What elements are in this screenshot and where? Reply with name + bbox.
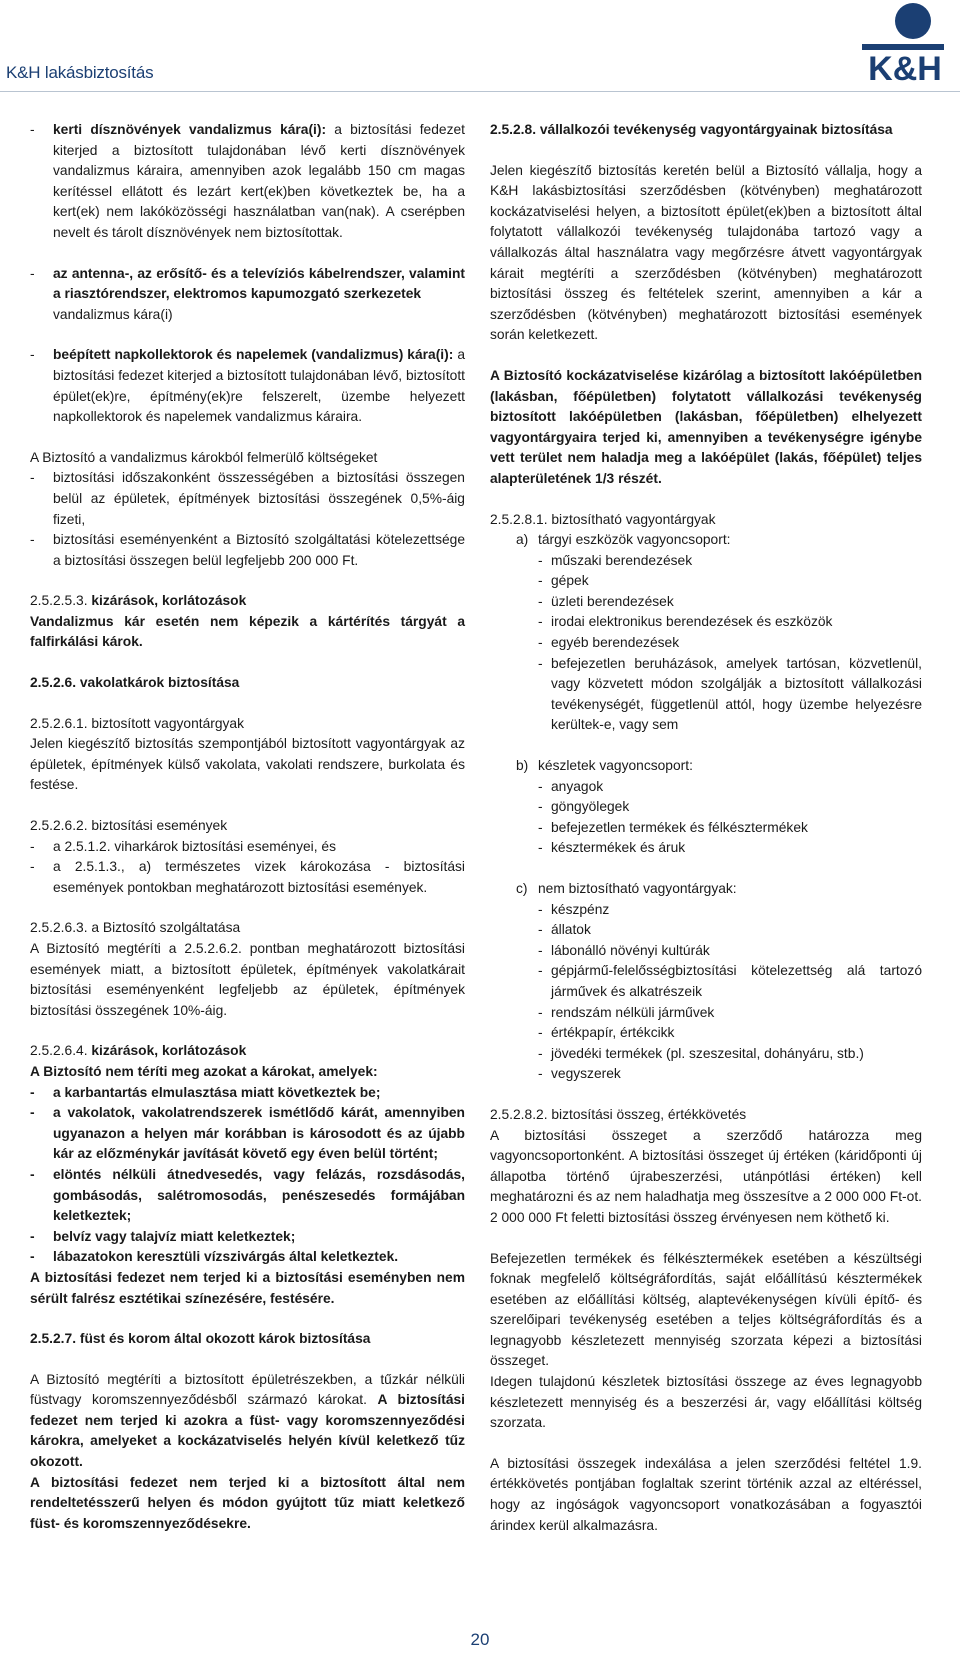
vandalism-garden-item [30, 120, 465, 244]
section-25263-heading: 2.5.2.6.3. a Biztosító szolgáltatása [30, 920, 241, 936]
section-25262-heading: 2.5.2.6.2. biztosítási események [30, 818, 228, 834]
kh-logo-text: K&H [868, 50, 942, 86]
section-25264-heading: 2.5.2.6.4. kizárások, korlátozások [30, 1043, 247, 1059]
section-25264-intro: A Biztosító nem téríti meg azokat a károkat, amelyek: [30, 1063, 378, 1079]
antenna-bold: az antenna-, az erősítő- és a televíziós kábelrendszer, valamint a riasztórendszer, elektromos kapumozgató szerkezetek [53, 265, 465, 302]
section-25261-heading: 2.5.2.6.1. biztosított vagyontárgyak [30, 715, 244, 731]
exclusion-item: - a karbantartás elmulasztása miatt következtek be; [30, 1084, 381, 1100]
list-item: - befejezetlen termékek és félkésztermékek [538, 819, 808, 835]
vandalism-antenna-item [30, 264, 465, 326]
section-25282-p4: A biztosítási összegek indexálása a jelen szerződési feltétel 1.9. értékkövetés pontjában foglaltak szerint történik azzal az eltéréssel, hogy az ingóságok vagyoncsoport vonatkozásában a fogyasztói árindex kerül alkalmazásra. [490, 1455, 922, 1533]
list-item: - készpénz [538, 901, 610, 917]
antenna-text: vandalizmus kára(i) [53, 306, 173, 322]
garden-text: a biztosítási fedezet kiterjed a biztosított tulajdonában lévő kerti dísznövények vandalizmus káraira, amennyiben azok legalább 150 cm magas kerítéssel ellátott és lezárt kert(ek)ben következtek be, ha a kert(ek) nem lakóközösségi használatban van(nak). A cserépben nevelt és tárolt dísznövények nem biztosítottak. [53, 122, 465, 240]
section-25262-item: - a 2.5.1.2. viharkárok biztosítási eseményei, és [30, 838, 336, 854]
dash: - [30, 265, 35, 281]
list-item: - vegyszerek [538, 1066, 621, 1082]
section-2527-bold: A biztosítási fedezet nem terjed ki a biztosított által nem rendeltetésszerű helyen és módon gyújtott tűz miatt keletkező füst- és koromszennyeződésekre. [30, 1474, 465, 1531]
list-item: - értékpapír, értékcikk [538, 1025, 675, 1041]
section-25264-outro: A biztosítási fedezet nem terjed ki a biztosítási eseményben nem sérült falrész esztétikai színezésére, festésére. [30, 1269, 465, 1306]
list-item: - üzleti berendezések [538, 593, 674, 609]
header-divider [0, 91, 960, 92]
exclusion-item: - belvíz vagy talajvíz miatt keletkeztek; [30, 1228, 296, 1244]
exclusion-item: - lábazatokon keresztüli vízszivárgás által keletkeztek. [30, 1249, 399, 1265]
section-25263-text: A Biztosító megtéríti a 2.5.2.6.2. pontban meghatározott biztosítási események miatt, a biztosított épületek, építmények vakolatkárait biztosítási eseményenként legfeljebb az épületek, építmények biztosítási összegének 10%-áig. [30, 941, 465, 1018]
costs-intro: A Biztosító a vandalizmus károkból felmerülő költségeket [30, 449, 378, 465]
section-2526-heading: 2.5.2.6. vakolatkárok biztosítása [30, 675, 240, 691]
section-2528-heading: 2.5.2.8. vállalkozói tevékenység vagyontárgyainak biztosítása [490, 122, 893, 137]
section-25281-heading: 2.5.2.8.1. biztosítható vagyontárgyak [490, 511, 716, 527]
group-a: a) tárgyi eszközök vagyoncsoport: [516, 532, 731, 548]
section-25282-heading: 2.5.2.8.2. biztosítási összeg, értékkövetés [490, 1106, 747, 1122]
costs-item-2: - biztosítási eseményenként a Biztosító szolgáltatási kötelezettsége a biztosítási összegen belül legfeljebb 200 000 Ft. [30, 532, 465, 568]
section-2553-text: Vandalizmus kár esetén nem képezik a kártérítés tárgyát a falfirkálási károk. [30, 613, 465, 650]
right-column [490, 120, 922, 1536]
list-item: - műszaki berendezések [538, 552, 693, 568]
group-c-list [490, 900, 922, 1085]
list-item: - befejezetlen beruházások, amelyek tartósan, közvetlenül, vagy közvetett módon szolgálják a biztosított vállalkozási tevékenységét, függetlenül attól, hogy üzembe helyezésre kerültek-e, vagy sem [538, 655, 922, 733]
left-column [30, 120, 465, 1534]
dash: - [30, 122, 35, 137]
list-item: - anyagok [538, 778, 604, 794]
vandalism-solar-item [30, 345, 465, 427]
page-header [0, 0, 960, 90]
kh-logo [848, 0, 958, 86]
group-a-list [490, 551, 922, 736]
exclusion-item: - elöntés nélküli átnedvesedés, vagy felázás, rozsdásodás, gombásodás, salétromosodás, penészesedés formájában keletkeztek; [30, 1166, 465, 1224]
section-2553-heading: 2.5.2.5.3. kizárások, korlátozások [30, 593, 247, 609]
solar-text: a biztosítási fedezet kiterjed a biztosított tulajdonában lévő, biztosított épület(ek)re, építmény(ek)re felszerelt, üzembe helyezett napkollektorok és napelemek vandalizmus káraira. [53, 347, 465, 425]
kh-logo-icon [848, 0, 958, 86]
solar-bold: beépített napkollektorok és napelemek (vandalizmus) kára(i): [53, 347, 454, 363]
list-item: - jövedéki termékek (pl. szeszesital, dohányáru, stb.) [538, 1045, 864, 1061]
list-item: - késztermékek és áruk [538, 840, 686, 856]
section-2527-heading: 2.5.2.7. füst és korom által okozott károk biztosítása [30, 1331, 371, 1347]
list-item: - egyéb berendezések [538, 635, 680, 651]
section-25261-text: Jelen kiegészítő biztosítás szempontjából biztosított vagyontárgyak az épületek, építmények külső vakolata, vakolati rendszere, burkolata és festése. [30, 736, 465, 793]
section-2527-text: A Biztosító megtéríti a biztosított épületrészekben, a tűzkár nélküli füstvagy koromszennyeződésből származó károkat. A biztosítási fedezet nem terjed ki azokra a füst- vagy koromszennyeződési károkra, amelyeket a kockázatviselés helyén kívül keletkező tűz okozott. [30, 1371, 466, 1470]
exclusion-item: - a vakolatok, vakolatrendszerek ismétlődő kárát, amennyiben ugyanazon a helyen már korábban is károsodott és az újabb kár az előzménykár javítását követő egy éven belül történt; [30, 1105, 465, 1162]
list-item: - göngyölegek [538, 799, 630, 815]
dash: - [30, 347, 35, 363]
section-25282-p2: Befejezetlen termékek és félkésztermékek esetében a készültségi foknak megfelelő költségráfordítás, saját előállítású késztermékek esetében az előállítási költség, alaptevékenységen kívüli építő- és szerelőipari tevékenység esetében a teljes költségráfordítás és a legnagyobb készletezett mennyiség szorzata képezi a biztosítási összeget. [490, 1250, 922, 1369]
group-b-list [490, 777, 922, 859]
list-item: - lábonálló növényi kultúrák [538, 942, 710, 958]
header-title: K&H lakásbiztosítás [6, 63, 154, 82]
section-2528-bold: A Biztosító kockázatviselése kizárólag a biztosított lakóépületben (lakásban, főépületben) folytatott vállalkozási tevékenység biztosított lakóépületben (lakásban, főépületben) elhelyezett vagyontárgyaira terjed ki, amennyiben a tevékenységre igénybe vett terület nem haladja meg a lakóépület (lakás, főépület) teljes alapterületének 1/3 részét. [490, 367, 922, 486]
section-25282-p3: Idegen tulajdonú készletek biztosítási összege az éves legnagyobb készletezett mennyiség és a beszerzési ár, vagy előállítási költség szorzata. [490, 1374, 922, 1431]
page-number: 20 [470, 1630, 490, 1649]
section-25282-text: A biztosítási összeget a szerződő határozza meg vagyoncsoportonként. A biztosítási összeget új értéken (káridőponti új állapotba történő újrabeszerzési, utánpótlási értéken) kell meghatározni és az nem haladhatja meg összesítve a 2 000 000 Ft-ot. 2 000 000 Ft feletti biztosítási összeg érvényesen nem köthető ki. [490, 1127, 922, 1225]
group-b: b) készletek vagyoncsoport: [516, 758, 693, 774]
list-item: - gépek [538, 573, 589, 589]
section-25262-item: - a 2.5.1.3., a) természetes vizek károkozása - biztosítási események pontokban meghatározott biztosítási események. [30, 859, 465, 895]
list-item: - irodai elektronikus berendezések és eszközök [538, 614, 833, 630]
group-c: c) nem biztosítható vagyontárgyak: [516, 881, 737, 896]
costs-item-1: - biztosítási időszakonként összességében a biztosítási összegen belül az épületek, építmények biztosítási összegének 0,5%-áig fizeti, [30, 470, 465, 527]
list-item: - állatok [538, 922, 591, 938]
list-item: - rendszám nélküli járművek [538, 1004, 715, 1020]
list-item: - gépjármű-felelősségbiztosítási kötelezettség alá tartozó járművek és alkatrészeik [538, 963, 922, 999]
section-2528-text: Jelen kiegészítő biztosítás keretén belül a Biztosító vállalja, hogy a K&H lakásbiztosítási szerződésben (kötvényben) meghatározott kockázatviselési helyen, a biztosított épület(ek)ben a biztosított által folytatott vállalkozói tevékenység tulajdonába tartozó vagy a vállalkozás által használatra vagy megőrzésre átvett vagyontárgyak kárait megtéríti a szerződésben (kötvényben) meghatározott biztosítási összeg és feltételek szerint, amennyiben a kár a szerződésben (kötvényben) meghatározott biztosítási események során keletkezett. [490, 162, 922, 343]
garden-bold: kerti dísznövények vandalizmus kára(i): [53, 122, 327, 137]
